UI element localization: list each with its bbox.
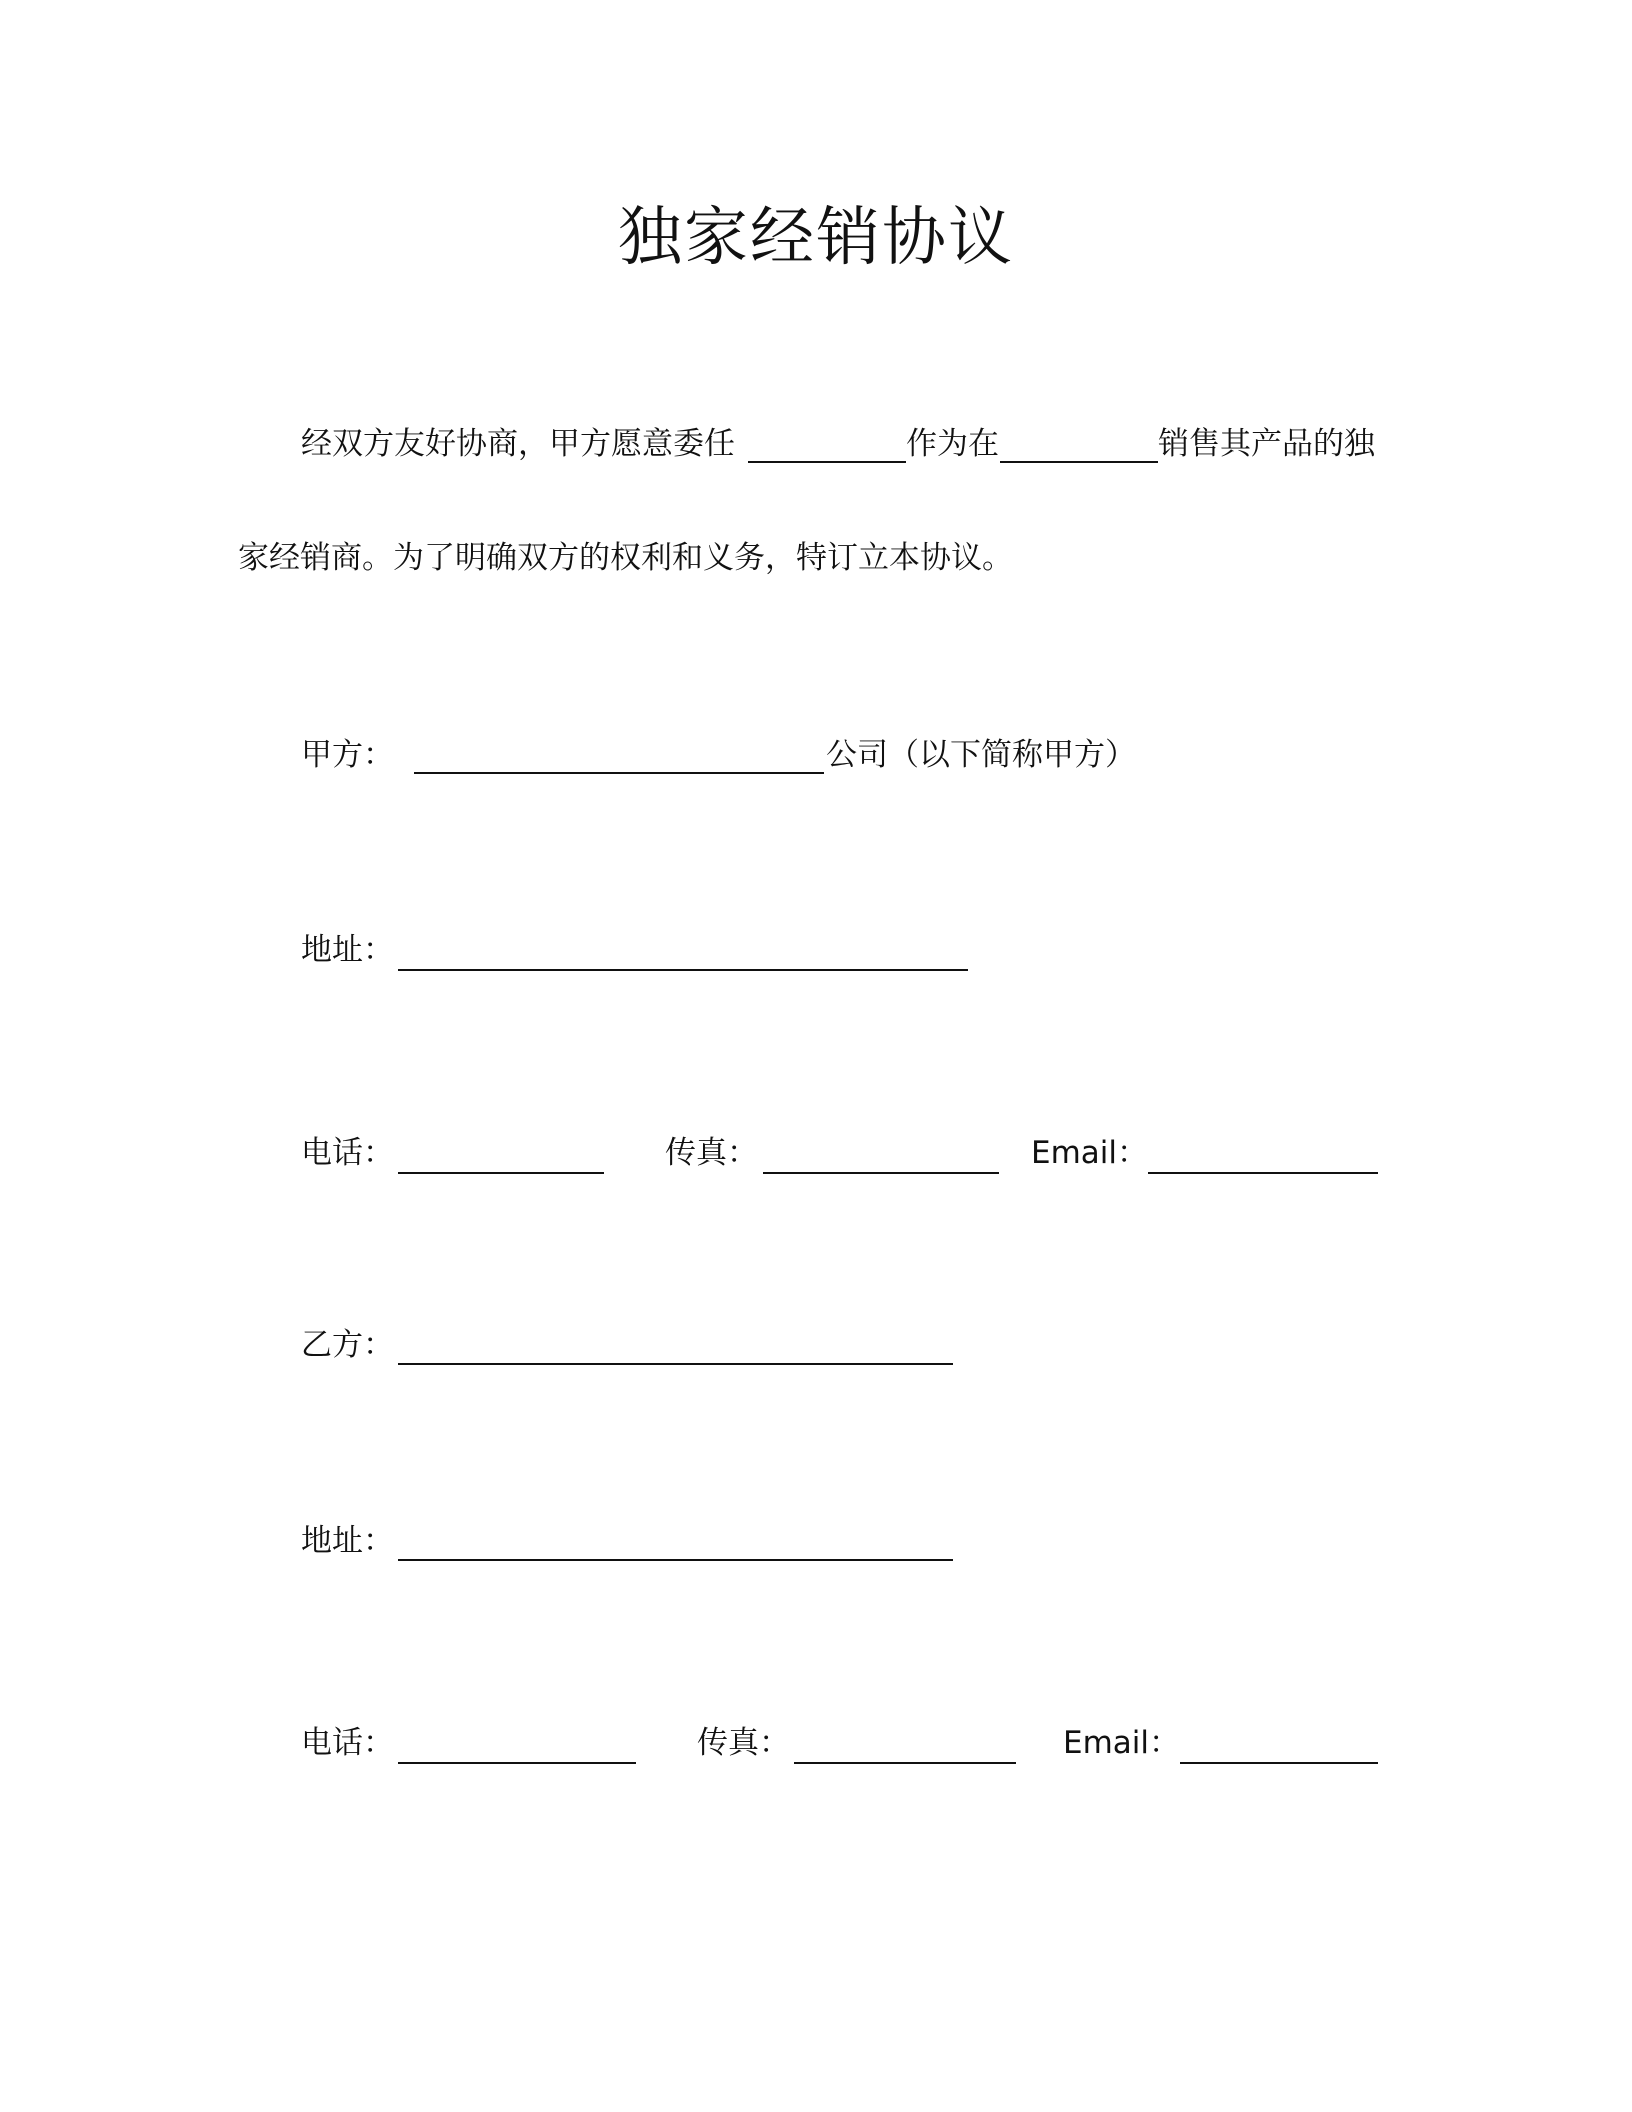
intro-text-1: 经双方友好协商，甲方愿意委任 bbox=[301, 426, 735, 462]
party-b-address-label: 地址： bbox=[301, 1523, 394, 1559]
party-b-fax-blank bbox=[794, 1762, 1016, 1764]
party-a-phone-blank bbox=[398, 1172, 604, 1174]
party-b-phone-blank bbox=[398, 1762, 636, 1764]
party-a-name-blank bbox=[414, 772, 824, 774]
party-a-email-blank bbox=[1148, 1172, 1378, 1174]
party-a-fax-blank bbox=[763, 1172, 999, 1174]
party-a-address-blank bbox=[398, 969, 968, 971]
territory-blank bbox=[1000, 461, 1158, 463]
party-b-label: 乙方： bbox=[301, 1327, 394, 1363]
party-b-email-label: Email： bbox=[1063, 1725, 1181, 1761]
party-b-fax-label: 传真： bbox=[697, 1725, 790, 1761]
party-b-name-blank bbox=[398, 1363, 953, 1365]
document-title: 独家经销协议 bbox=[618, 201, 1014, 275]
party-a-phone-label: 电话： bbox=[301, 1135, 394, 1171]
party-a-fax-label: 传真： bbox=[665, 1135, 758, 1171]
intro-text-3: 销售其产品的独 bbox=[1158, 426, 1375, 462]
party-a-address-label: 地址： bbox=[301, 932, 394, 968]
party-b-phone-label: 电话： bbox=[301, 1725, 394, 1761]
party-b-address-blank bbox=[398, 1559, 953, 1561]
agent-name-blank bbox=[748, 461, 906, 463]
party-a-label: 甲方： bbox=[301, 737, 394, 773]
party-a-suffix: 公司（以下简称甲方） bbox=[826, 737, 1136, 773]
party-a-email-label: Email： bbox=[1031, 1135, 1149, 1171]
intro-text-4: 家经销商。为了明确双方的权利和义务，特订立本协议。 bbox=[238, 540, 1013, 576]
party-b-email-blank bbox=[1180, 1762, 1378, 1764]
intro-text-2: 作为在 bbox=[906, 426, 999, 462]
